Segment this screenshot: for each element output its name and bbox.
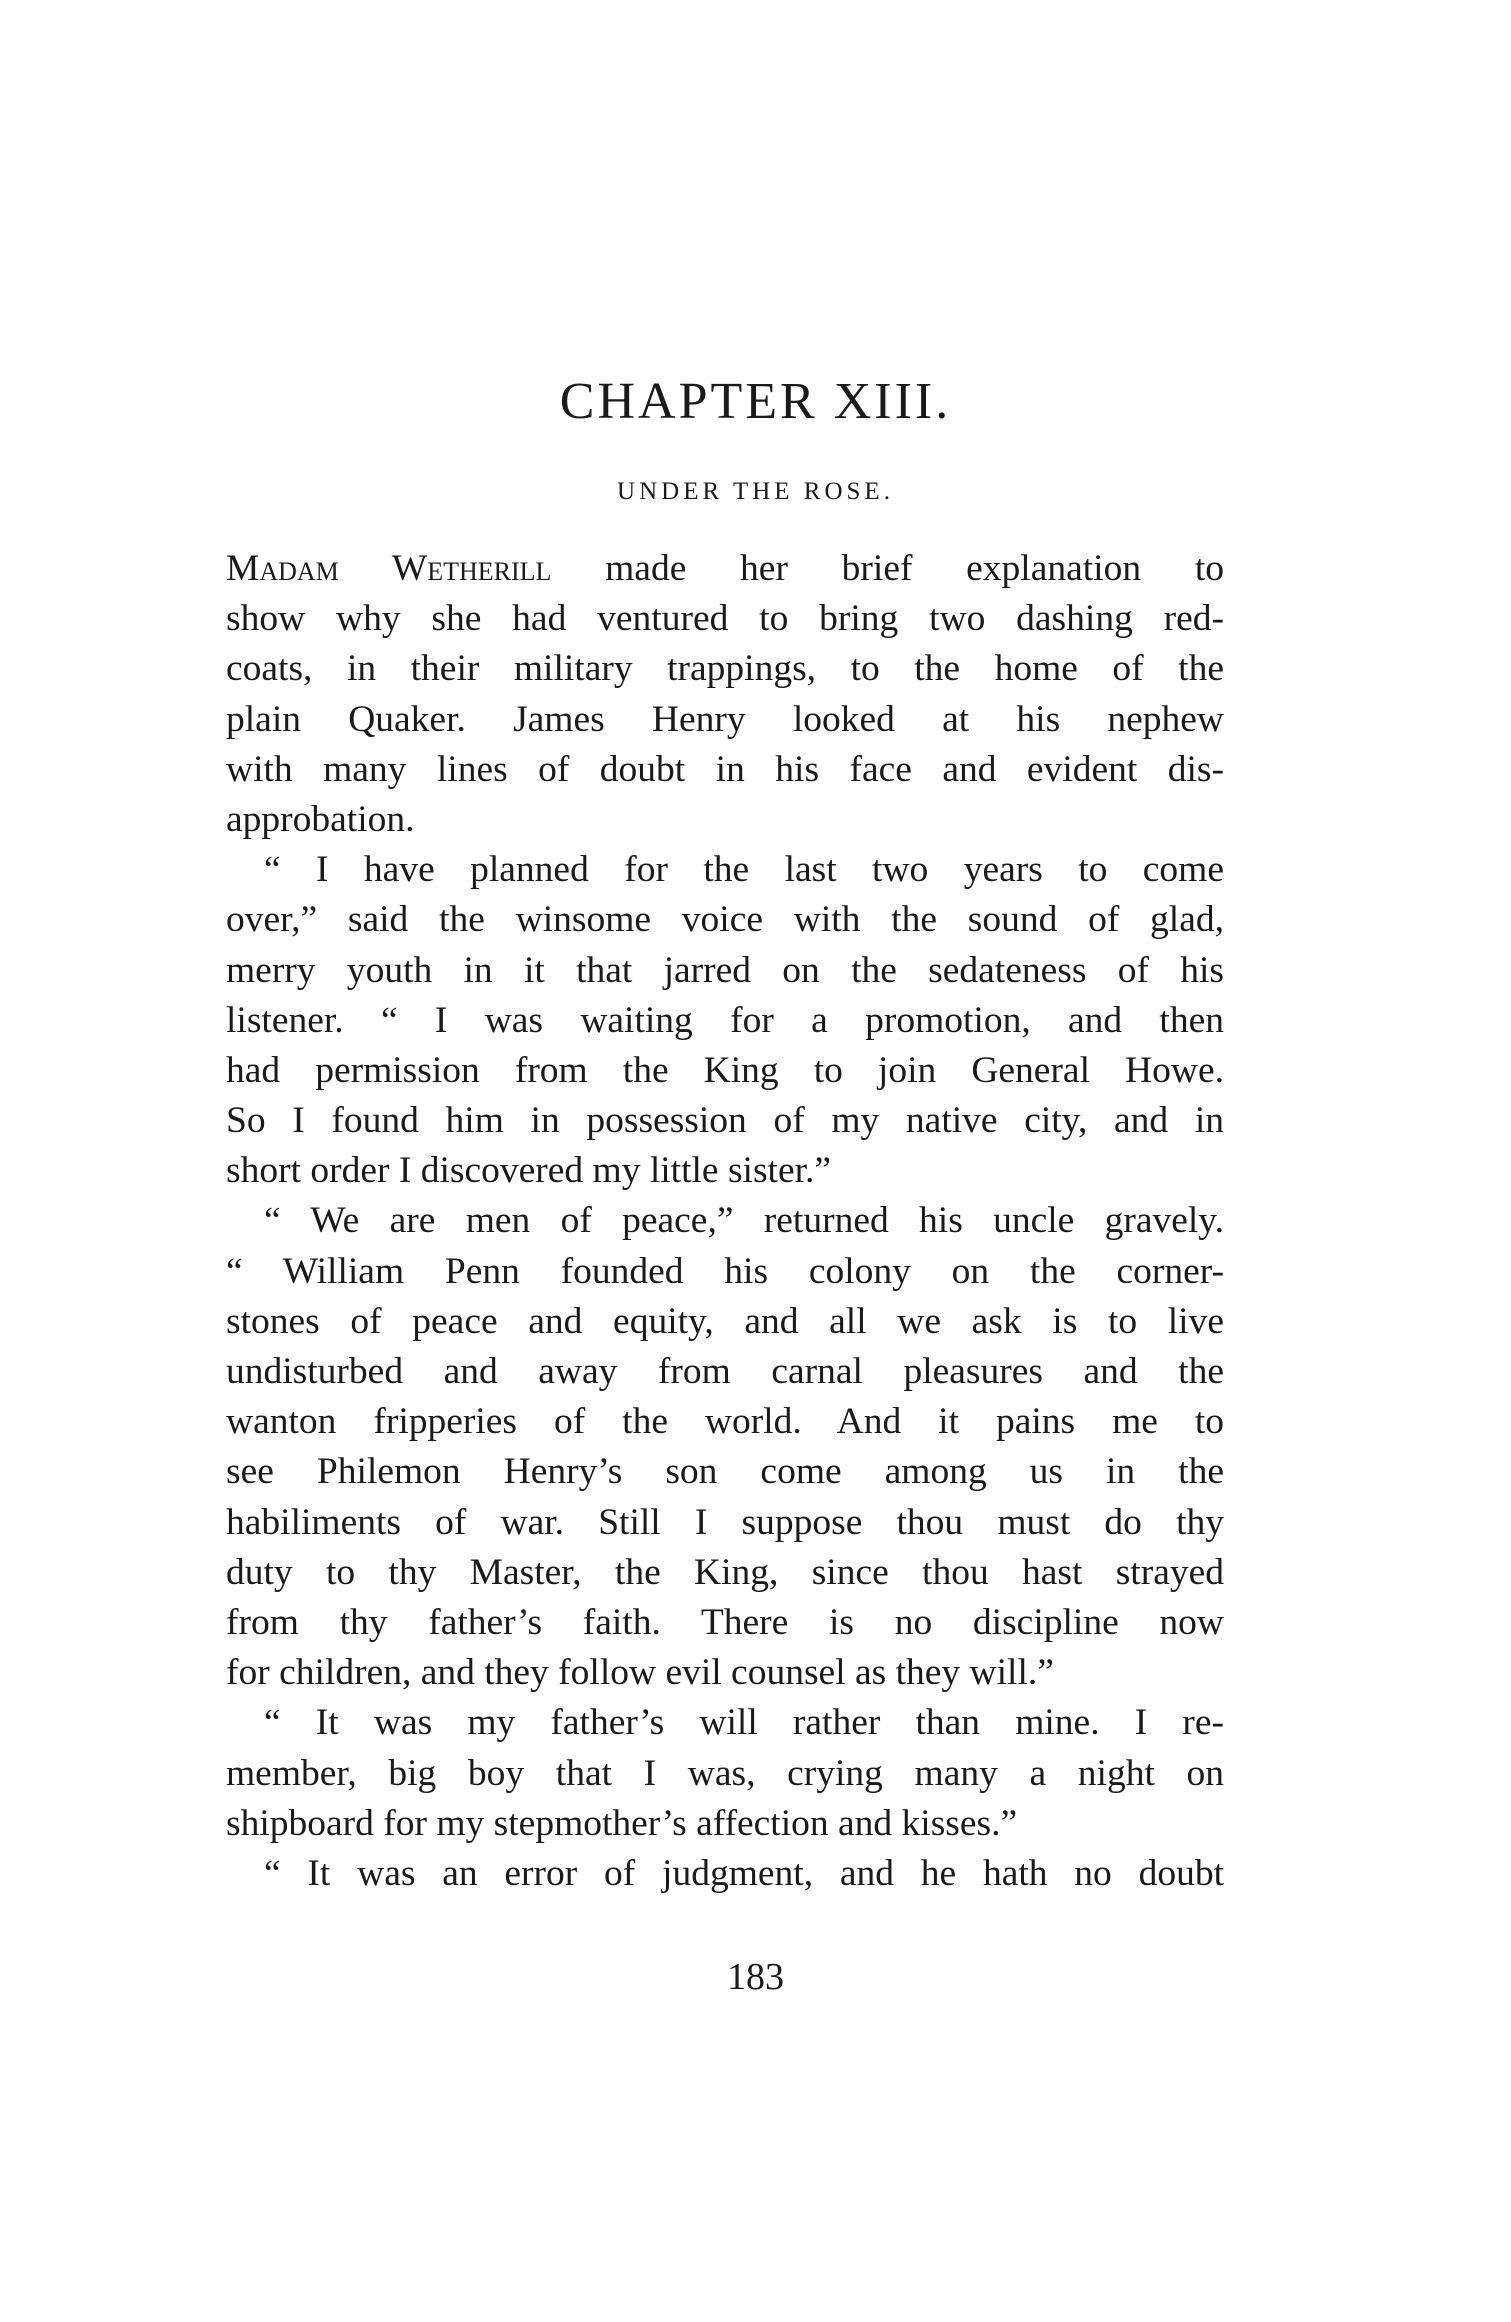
text-line: wanton fripperies of the world. And it pains me to (226, 1401, 1224, 1443)
text-line: “ William Penn founded his colony on the corner- (226, 1250, 1224, 1292)
text-line: coats, in their military trappings, to the home of the (226, 648, 1224, 690)
chapter-subtitle: UNDER THE ROSE. (617, 478, 894, 505)
text-line: see Philemon Henry’s son come among us in the (226, 1451, 1224, 1493)
chapter-title: CHAPTER XIII. (559, 373, 952, 430)
text-line: “ It was my father’s will rather than mine. I re- (264, 1702, 1224, 1744)
text-line: approbation. (226, 798, 415, 840)
text-line: duty to thy Master, the King, since thou hast strayed (226, 1551, 1224, 1593)
text-line: shipboard for my stepmother’s affection and kisses.” (226, 1802, 1018, 1844)
text-line: habiliments of war. Still I suppose thou must do thy (226, 1501, 1224, 1543)
text-line: for children, and they follow evil counsel as they will.” (226, 1652, 1054, 1694)
text-line: over,” said the winsome voice with the sound of glad, (226, 899, 1224, 941)
text-line: with many lines of doubt in his face and evident dis- (226, 748, 1224, 790)
text-line: short order I discovered my little sister.” (226, 1150, 832, 1192)
text-line-rest: made her brief explanation to (551, 548, 1224, 589)
text-line: show why she had ventured to bring two dashing red- (226, 598, 1224, 640)
text-line: listener. “ I was waiting for a promotion, and then (226, 999, 1224, 1041)
text-line: undisturbed and away from carnal pleasures and the (226, 1351, 1224, 1392)
text-line: stones of peace and equity, and all we ask is to live (226, 1300, 1224, 1342)
lead-small-caps: Madam Wetherill (226, 548, 552, 589)
page-number: 183 (727, 1956, 784, 1998)
text-line: So I found him in possession of my native city, and in (226, 1100, 1224, 1142)
text-line: “ I have planned for the last two years to come (264, 849, 1224, 891)
text-line: “ It was an error of judgment, and he hath no doubt (264, 1852, 1224, 1894)
text-line: merry youth in it that jarred on the sedateness of his (226, 949, 1224, 991)
text-line: plain Quaker. James Henry looked at his nephew (226, 698, 1224, 740)
text-line (226, 544, 1224, 594)
body-text (226, 544, 1224, 1899)
text-line: member, big boy that I was, crying many a night on (226, 1752, 1224, 1794)
text-line: from thy father’s faith. There is no discipline now (226, 1601, 1224, 1643)
text-line: had permission from the King to join General Howe. (226, 1049, 1224, 1091)
text-line: “ We are men of peace,” returned his uncle gravely. (264, 1200, 1224, 1242)
